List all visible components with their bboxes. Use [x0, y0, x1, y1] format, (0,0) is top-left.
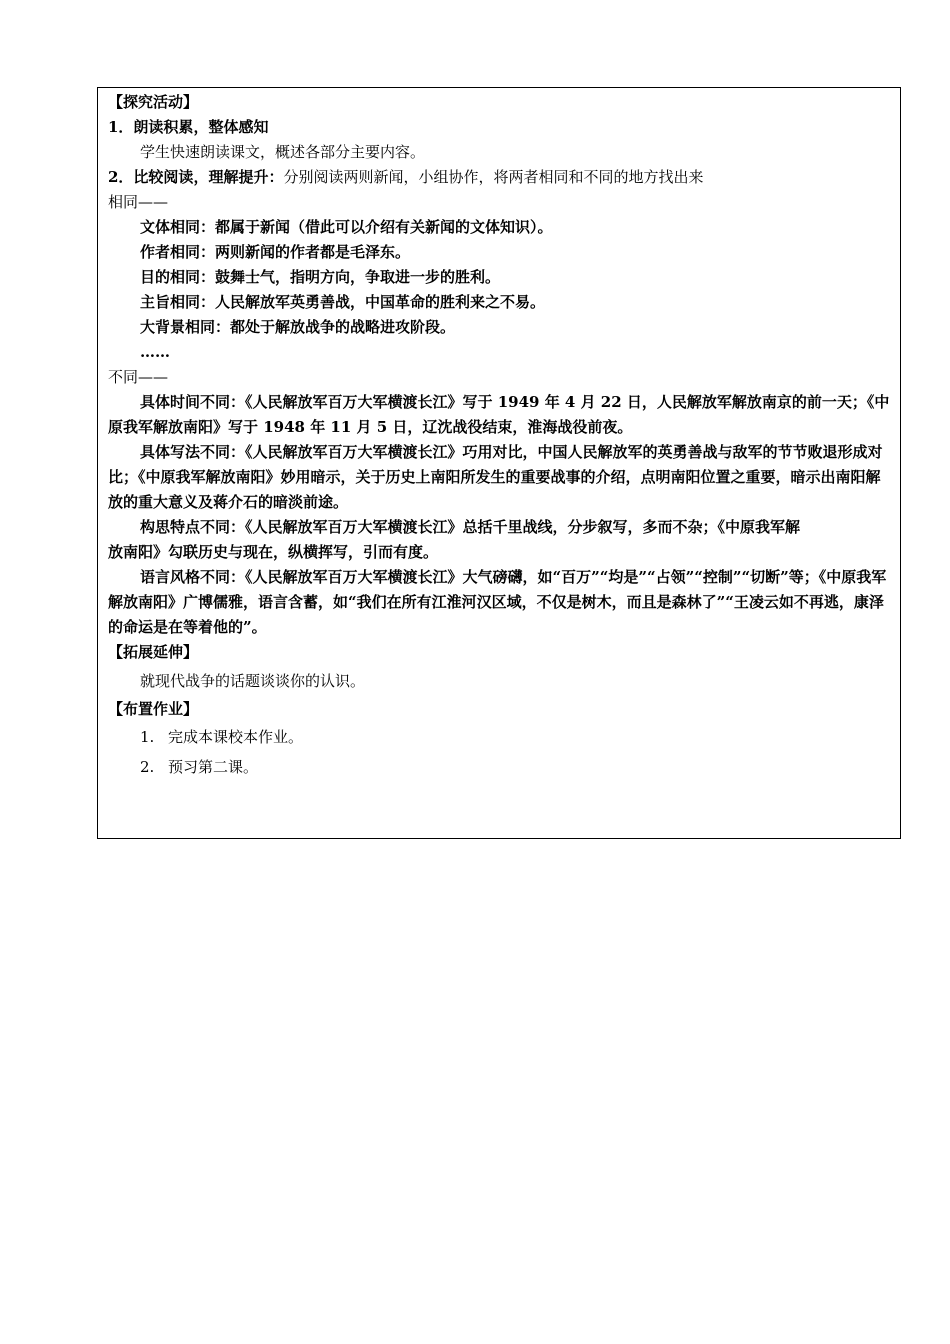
same-item: 大背景相同：都处于解放战争的战略进攻阶段。: [140, 318, 456, 336]
document-body: [108, 90, 893, 782]
homework-number: 2.: [140, 758, 155, 776]
homework-item: [108, 722, 893, 752]
item-1-title: 1．朗读积累，整体感知: [108, 118, 269, 136]
diff-structure-line-1: 构思特点不同：《人民解放军百万大军横渡长江》总括千里战线，分步叙写，多而不杂；《中原我军解: [140, 518, 801, 536]
homework-item: [108, 752, 893, 782]
item-2: [108, 165, 893, 190]
item-1-text: 学生快速朗读课文，概述各部分主要内容。: [140, 143, 426, 161]
item-2-text: 分别阅读两则新闻，小组协作，将两者相同和不同的地方找出来: [283, 168, 704, 186]
homework-number: 1.: [140, 728, 155, 746]
diff-time: 具体时间不同：《人民解放军百万大军横渡长江》写于 1949 年 4 月 22 日，人民解放军解放南京的前一天；《中原我军解放南阳》写于 1948 年 11 月 5 日，辽沈战役结束，淮海战役前夜。: [108, 393, 890, 436]
same-item: 主旨相同：人民解放军英勇善战，中国革命的胜利来之不易。: [140, 293, 546, 311]
same-item: ……: [140, 343, 170, 361]
section-title-extend: 【拓展延伸】: [108, 643, 199, 661]
homework-text: 预习第二课。: [168, 758, 259, 776]
section-title-homework: 【布置作业】: [108, 700, 199, 718]
diff-language: 语言风格不同：《人民解放军百万大军横渡长江》大气磅礴，如“百万”“均是”“占领”“控制”“切断”等；《中原我军解放南阳》广博儒雅，语言含蓄，如“我们在所有江淮河汉区域，不仅是树木，而且是森林了”“王凌云如不再逃，康泽的命运是在等着他的”。: [108, 568, 887, 636]
item-2-title: 2．比较阅读，理解提升：: [108, 168, 284, 186]
diff-structure-line-2: 放南阳》勾联历史与现在，纵横挥写，引而有度。: [108, 543, 439, 561]
diff-method: 具体写法不同：《人民解放军百万大军横渡长江》巧用对比，中国人民解放军的英勇善战与敌军的节节败退形成对比；《中原我军解放南阳》妙用暗示，关于历史上南阳所发生的重要战事的介绍，点明南阳位置之重要，暗示出南阳解放的重大意义及蒋介石的暗淡前途。: [108, 443, 883, 511]
same-item: 目的相同：鼓舞士气，指明方向，争取进一步的胜利。: [140, 268, 501, 286]
content-frame: [97, 87, 901, 839]
same-header: 相同——: [108, 193, 169, 211]
extend-text: 就现代战争的话题谈谈你的认识。: [140, 672, 366, 690]
same-item: 文体相同：都属于新闻（借此可以介绍有关新闻的文体知识）。: [140, 218, 553, 236]
same-item: 作者相同：两则新闻的作者都是毛泽东。: [140, 243, 411, 261]
section-title-explore: 【探究活动】: [108, 93, 199, 111]
homework-text: 完成本课校本作业。: [168, 728, 304, 746]
diff-header: 不同——: [108, 368, 169, 386]
